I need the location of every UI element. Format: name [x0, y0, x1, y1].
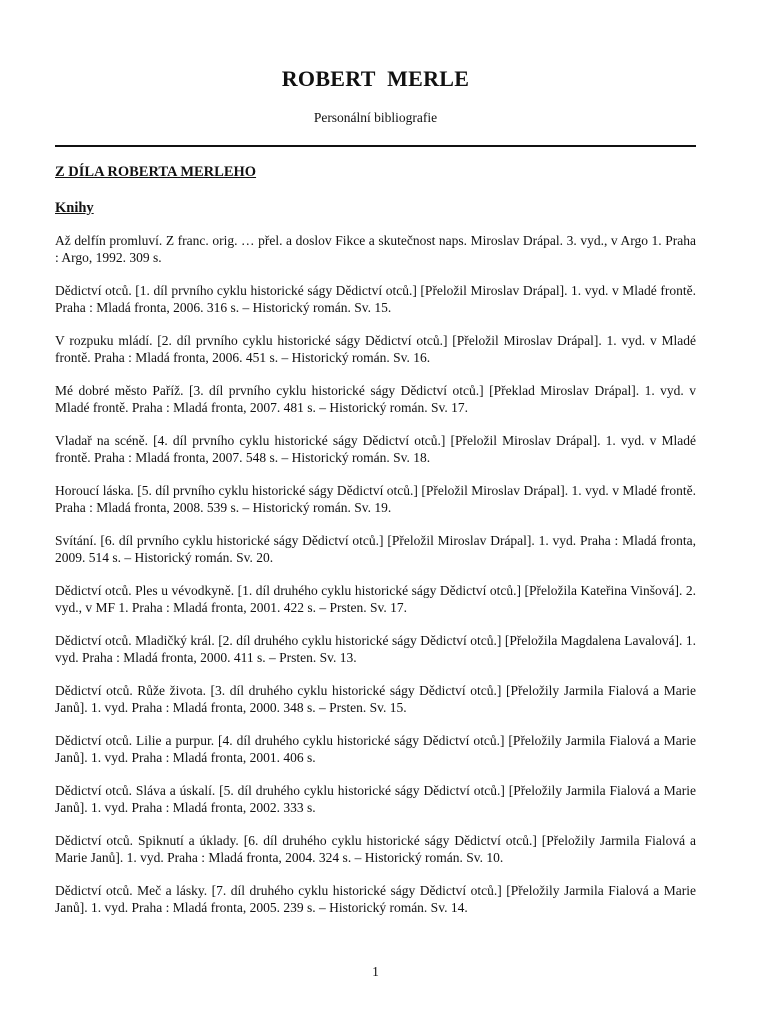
bibliography-entry: Dědictví otců. Ples u vévodkyně. [1. díl druhého cyklu historické ságy Dědictví otců.] [Přeložila Kateřina Vinšová]. 2. vyd., v MF 1. Praha : Mladá fronta, 2001. 422 s. – Prsten. Sv. 17.	[55, 583, 696, 615]
bibliography-entry: Až delfín promluví. Z franc. orig. … přel. a doslov Fikce a skutečnost naps. Miroslav Drápal. 3. vyd., v Argo 1. Praha : Argo, 1992. 309 s.	[55, 233, 696, 265]
bibliography-list	[55, 232, 696, 932]
bibliography-entry: Dědictví otců. Mladičký král. [2. díl druhého cyklu historické ságy Dědictví otců.] [Přeložila Magdalena Lavalová]. 1. vyd. Praha : Mladá fronta, 2000. 411 s. – Prsten. Sv. 13.	[55, 633, 696, 665]
document-page	[55, 0, 696, 1024]
bibliography-entry: Mé dobré město Paříž. [3. díl prvního cyklu historické ságy Dědictví otců.] [Překlad Miroslav Drápal]. 1. vyd. v Mladé frontě. Praha : Mladá fronta, 2007. 481 s. – Historický román. Sv. 17.	[55, 383, 696, 415]
document-title: ROBERT MERLE	[281, 66, 470, 91]
page-number: 1	[372, 964, 379, 979]
bibliography-entry: Svítání. [6. díl prvního cyklu historické ságy Dědictví otců.] [Přeložil Miroslav Drápal]. 1. vyd. Praha : Mladá fronta, 2009. 514 s. – Historický román. Sv. 20.	[55, 533, 696, 565]
bibliography-entry: Dědictví otců. Spiknutí a úklady. [6. díl druhého cyklu historické ságy Dědictví otců.] [Přeložily Jarmila Fialová a Marie Janů]. 1. vyd. Praha : Mladá fronta, 2004. 324 s. – Historický román. Sv. 10.	[55, 833, 696, 865]
bibliography-entry: Horoucí láska. [5. díl prvního cyklu historické ságy Dědictví otců.] [Přeložil Miroslav Drápal]. 1. vyd. v Mladé frontě. Praha : Mladá fronta, 2008. 539 s. – Historický román. Sv. 19.	[55, 483, 696, 515]
bibliography-entry: Vladař na scéně. [4. díl prvního cyklu historické ságy Dědictví otců.] [Přeložil Miroslav Drápal]. 1. vyd. v Mladé frontě. Praha : Mladá fronta, 2007. 548 s. – Historický román. Sv. 18.	[55, 433, 696, 465]
document-subtitle: Personální bibliografie	[313, 110, 438, 125]
title-divider	[55, 145, 696, 147]
sub-heading-books: Knihy	[55, 200, 94, 216]
bibliography-entry: Dědictví otců. Meč a lásky. [7. díl druhého cyklu historické ságy Dědictví otců.] [Přeložily Jarmila Fialová a Marie Janů]. 1. vyd. Praha : Mladá fronta, 2005. 239 s. – Historický román. Sv. 14.	[55, 883, 696, 915]
bibliography-entry: V rozpuku mládí. [2. díl prvního cyklu historické ságy Dědictví otců.] [Přeložil Miroslav Drápal]. 1. vyd. v Mladé frontě. Praha : Mladá fronta, 2006. 451 s. – Historický román. Sv. 16.	[55, 333, 696, 365]
bibliography-entry: Dědictví otců. Sláva a úskalí. [5. díl druhého cyklu historické ságy Dědictví otců.] [Přeložily Jarmila Fialová a Marie Janů]. 1. vyd. Praha : Mladá fronta, 2002. 333 s.	[55, 783, 696, 815]
bibliography-entry: Dědictví otců. [1. díl prvního cyklu historické ságy Dědictví otců.] [Přeložil Miroslav Drápal]. 1. vyd. v Mladé frontě. Praha : Mladá fronta, 2006. 316 s. – Historický román. Sv. 15.	[55, 283, 696, 315]
bibliography-entry: Dědictví otců. Lilie a purpur. [4. díl druhého cyklu historické ságy Dědictví otců.] [Přeložily Jarmila Fialová a Marie Janů]. 1. vyd. Praha : Mladá fronta, 2001. 406 s.	[55, 733, 696, 765]
section-heading: Z DÍLA ROBERTA MERLEHO	[55, 164, 257, 180]
bibliography-entry: Dědictví otců. Růže života. [3. díl druhého cyklu historické ságy Dědictví otců.] [Přeložily Jarmila Fialová a Marie Janů]. 1. vyd. Praha : Mladá fronta, 2000. 348 s. – Prsten. Sv. 15.	[55, 683, 696, 715]
